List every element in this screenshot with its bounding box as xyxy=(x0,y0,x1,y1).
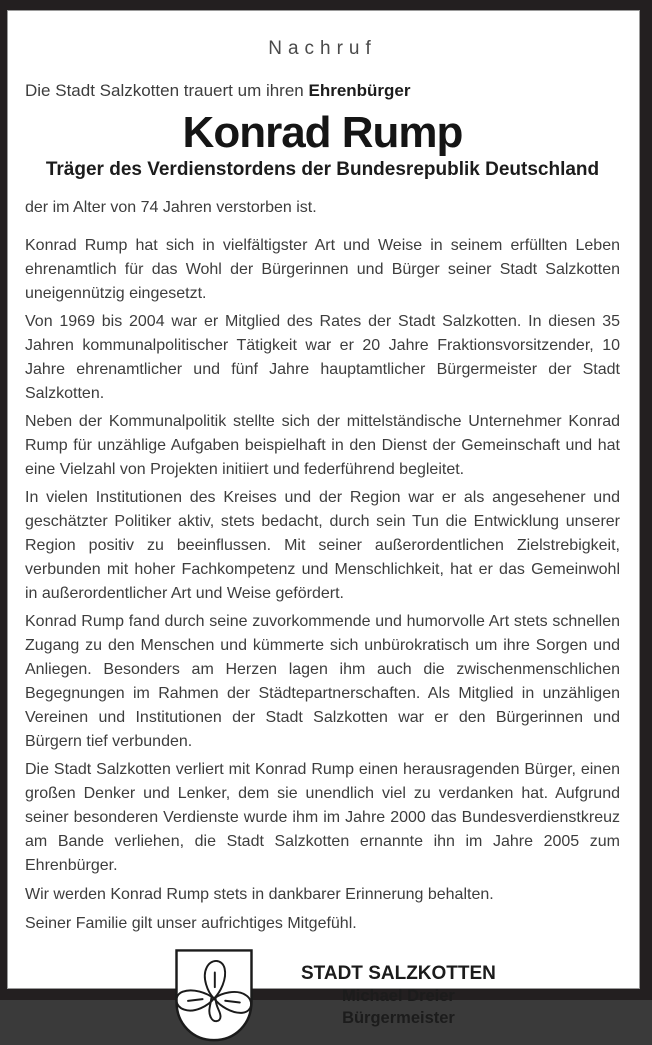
paragraph-3: Neben der Kommunalpolitik stellte sich der mittelständische Unternehmer Konrad Rump für unzählige Aufgaben beispielhaft in den Dienst der Gemeinschaft und hat eine Vielzahl von Projekten initiiert und federführend begleitet. xyxy=(25,413,620,478)
deceased-name: Konrad Rump xyxy=(182,108,463,157)
intro-honorific: Ehrenbürger xyxy=(308,81,411,100)
signature-signer-title: Bürgermeister xyxy=(342,1009,455,1027)
obituary-content xyxy=(7,10,640,1045)
intro-line xyxy=(25,80,620,102)
signature-text xyxy=(301,948,496,1029)
salzkotten-coat-of-arms-icon xyxy=(173,948,255,1045)
intro-text: Die Stadt Salzkotten trauert um ihren xyxy=(25,81,309,100)
paragraph-6: Die Stadt Salzkotten verliert mit Konrad Rump einen herausragenden Bürger, einen großen Denker und Lenker, dem sie unendlich viel zu verdanken hat. Aufgrund seiner besonderen Verdienste wurde ihm im Jahre 2000 das Bundesverdienstkreuz am Bande verliehen, die Stadt Salzkotten ernannte ihn im Jahre 2005 zum Ehrenbürger. xyxy=(25,761,620,874)
signature-organization: STADT SALZKOTTEN xyxy=(301,963,496,984)
signature-block xyxy=(173,948,620,1045)
death-line: der im Alter von 74 Jahren verstorben ist. xyxy=(25,199,317,216)
paragraph-1: Konrad Rump hat sich in vielfältigster Art und Weise in seinem erfüllten Leben ehrenamtlich für das Wohl der Bürgerinnen und Bürger seiner Stadt Salzkotten uneigennützig eingesetzt. xyxy=(25,237,620,302)
paragraph-4: In vielen Institutionen des Kreises und der Region war er als angesehener und geschätzter Politiker aktiv, stets bedacht, durch sein Tun die Entwicklung unserer Region positiv zu beeinflussen. Mit seiner außerordentlichen Zielstrebigkeit, verbunden mit hoher Fachkompetenz und Menschlichkeit, hat er das Gemeinwohl in außerordentlicher Art und Weise gefördert. xyxy=(25,489,620,602)
signature-signer-name: Michael Dreier xyxy=(342,987,455,1005)
condolence-line: Seiner Familie gilt unser aufrichtiges Mitgefühl. xyxy=(25,915,357,932)
paragraph-5: Konrad Rump fand durch seine zuvorkommende und humorvolle Art stets schnellen Zugang zu den Menschen und kümmerte sich unbürokratisch um ihre Sorgen und Anliegen. Besonders am Herzen lagen ihm auch die zwischenmenschlichen Begegnungen im Rahmen der Städtepartnerschaften. Als Mitglied in unzähligen Vereinen und Institutionen der Stadt Salzkotten war er den Bürgerinnen und Bürgern tief verbunden. xyxy=(25,613,620,750)
honor-subtitle: Träger des Verdienstordens der Bundesrepublik Deutschland xyxy=(45,159,600,180)
kicker-nachruf: Nachruf xyxy=(268,38,377,59)
paragraph-2: Von 1969 bis 2004 war er Mitglied des Rates der Stadt Salzkotten. In diesen 35 Jahren kommunalpolitischer Tätigkeit war er 20 Jahre Fraktionsvorsitzender, 10 Jahre ehrenamtlicher und fünf Jahre hauptamtlicher Bürgermeister der Stadt Salzkotten. xyxy=(25,313,620,402)
remembrance-line: Wir werden Konrad Rump stets in dankbarer Erinnerung behalten. xyxy=(25,886,494,903)
